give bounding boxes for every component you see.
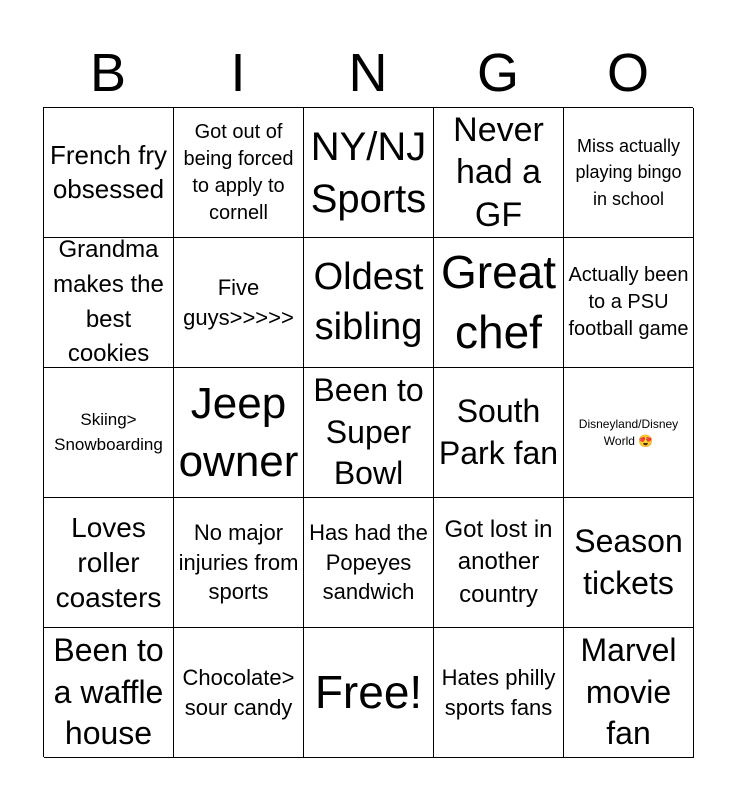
cell-text: Has had the Popeyes sandwich [309, 519, 428, 605]
header-letter-i: I [230, 43, 246, 103]
cell-text: Loves roller coasters [55, 512, 162, 613]
cell-text: Five guys>>>>> [183, 274, 294, 330]
cell-text: Season tickets [574, 522, 683, 601]
bingo-cell[interactable] [434, 498, 564, 628]
bingo-cell[interactable] [44, 368, 174, 498]
bingo-cell[interactable] [44, 628, 174, 758]
bingo-cell[interactable] [434, 108, 564, 238]
bingo-cell[interactable] [564, 238, 694, 368]
cell-text: Actually been to a PSU football game [568, 264, 689, 340]
bingo-cell[interactable] [304, 368, 434, 498]
cell-text: Free! [314, 665, 423, 718]
bingo-header [43, 40, 693, 106]
bingo-cell[interactable] [304, 108, 434, 238]
cell-text: Hates philly sports fans [441, 664, 556, 720]
bingo-cell[interactable] [304, 238, 434, 368]
cell-text: Miss actually playing bingo in school [575, 136, 682, 209]
bingo-cell[interactable] [564, 498, 694, 628]
cell-text: Marvel movie fan [580, 632, 677, 752]
header-letter-n: N [348, 43, 388, 103]
cell-text: Great chef [440, 245, 557, 358]
bingo-cell[interactable] [174, 238, 304, 368]
cell-text: Skiing> Snowboarding [54, 409, 163, 454]
cell-text: Grandma makes the best cookies [53, 238, 164, 368]
bingo-cell[interactable] [434, 628, 564, 758]
free-space-cell[interactable] [304, 628, 434, 758]
cell-text: No major injuries from sports [178, 519, 299, 605]
bingo-cell[interactable] [174, 628, 304, 758]
cell-text: NY/NJ Sports [310, 124, 427, 221]
cell-text: Been to Super Bowl [313, 372, 424, 492]
cell-text: Disneyland/Disney World 😍 [578, 417, 679, 448]
cell-text: Jeep owner [178, 379, 299, 486]
bingo-board [43, 107, 693, 757]
bingo-cell[interactable] [174, 108, 304, 238]
cell-text: French fry obsessed [49, 139, 168, 204]
bingo-cell[interactable] [434, 238, 564, 368]
cell-text: Chocolate> sour candy [182, 664, 295, 720]
cell-text: Been to a waffle house [53, 632, 164, 752]
bingo-cell[interactable] [174, 498, 304, 628]
cell-text: Oldest sibling [313, 256, 424, 348]
bingo-cell[interactable] [304, 498, 434, 628]
bingo-cell[interactable] [44, 238, 174, 368]
cell-text: Got lost in another country [444, 515, 553, 608]
bingo-cell[interactable] [174, 368, 304, 498]
cell-text: Never had a GF [453, 110, 544, 234]
header-letter-g: G [476, 43, 519, 103]
bingo-cell[interactable] [44, 498, 174, 628]
bingo-cell[interactable] [434, 368, 564, 498]
bingo-cell[interactable] [44, 108, 174, 238]
bingo-cell[interactable] [564, 368, 694, 498]
bingo-cell[interactable] [564, 628, 694, 758]
header-letter-b: B [89, 43, 127, 103]
bingo-cell[interactable] [564, 108, 694, 238]
cell-text: South Park fan [438, 392, 559, 471]
cell-text: Got out of being forced to apply to cornell [183, 120, 294, 224]
header-letter-o: O [606, 43, 649, 103]
